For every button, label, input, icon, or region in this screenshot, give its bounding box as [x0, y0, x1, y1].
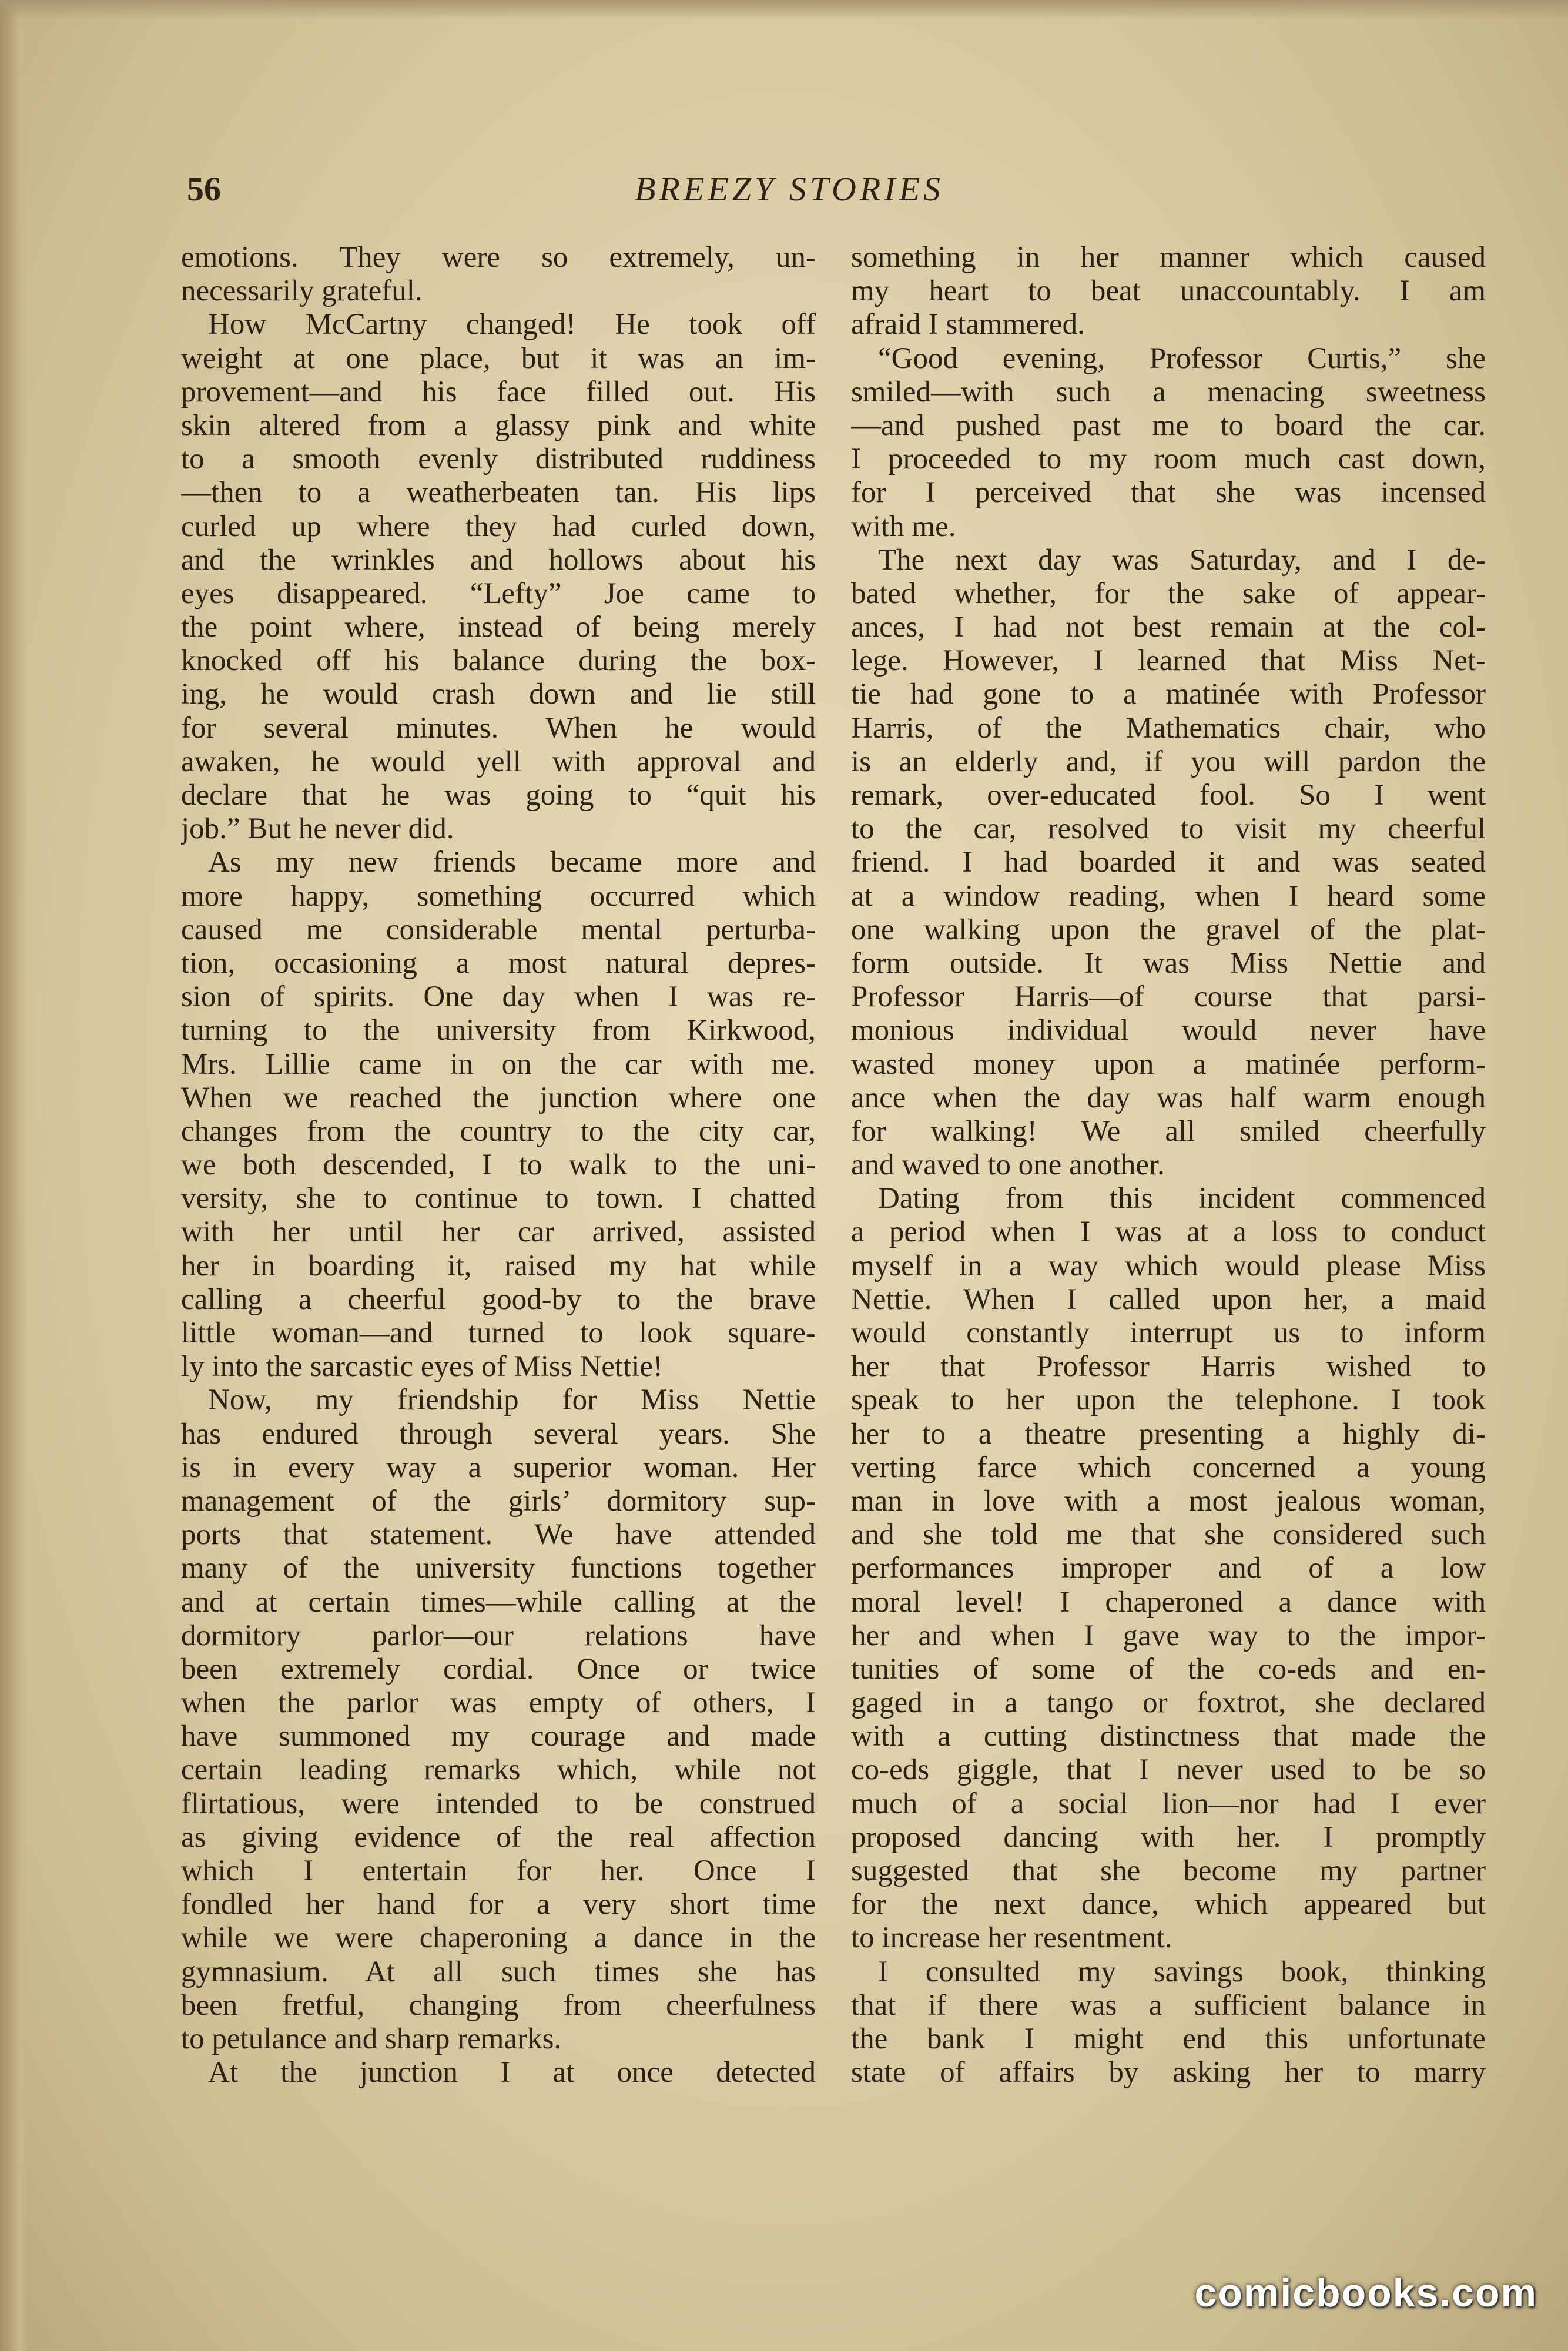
text-line: for several minutes. When he would	[181, 711, 816, 745]
text-line: for the next dance, which appeared but	[851, 1888, 1486, 1921]
page-spine-shadow	[0, 0, 28, 2351]
text-line: one walking upon the gravel of the plat-	[851, 913, 1486, 946]
text-line: ports that statement. We have attended	[181, 1518, 816, 1552]
text-line: would constantly interrupt us to inform	[851, 1317, 1486, 1349]
text-line: dormitory parlor—our relations have	[181, 1619, 816, 1652]
text-line: —and pushed past me to board the car.	[851, 408, 1486, 442]
text-line: to increase her resentment.	[851, 1921, 1172, 1955]
page-header	[187, 169, 1392, 216]
text-line: my heart to beat unaccountably. I am	[851, 274, 1486, 308]
text-line: certain leading remarks which, while not	[181, 1753, 816, 1787]
text-line: her that Professor Harris wished to	[851, 1350, 1486, 1384]
text-line: with me.	[851, 510, 956, 543]
text-line: Nettie. When I called upon her, a maid	[851, 1282, 1486, 1316]
page-top-edge	[0, 0, 1568, 20]
text-line: and she told me that she considered such	[851, 1518, 1486, 1552]
text-line: a period when I was at a loss to conduct	[851, 1215, 1486, 1249]
text-line: The next day was Saturday, and I de-	[878, 543, 1486, 577]
text-line: state of affairs by asking her to marry	[851, 2056, 1486, 2089]
text-line: her to a theatre presenting a highly di-	[851, 1417, 1486, 1451]
text-line: Now, my friendship for Miss Nettie	[208, 1384, 816, 1417]
text-line: changes from the country to the city car,	[181, 1114, 816, 1148]
text-line: tion, occasioning a most natural depres-	[181, 946, 816, 980]
text-line: something in her manner which caused	[851, 241, 1486, 274]
text-line: caused me considerable mental perturba-	[181, 913, 816, 946]
text-line: and the wrinkles and hollows about his	[181, 543, 816, 577]
text-line: gymnasium. At all such times she has	[181, 1955, 816, 1988]
text-line: at a window reading, when I heard some	[851, 879, 1486, 913]
text-line: emotions. They were so extremely, un-	[181, 241, 816, 274]
text-line: lege. However, I learned that Miss Net-	[851, 644, 1486, 678]
text-line: much of a social lion—nor had I ever	[851, 1787, 1486, 1820]
left-column	[181, 241, 816, 2089]
text-line: been fretful, changing from cheerfulness	[181, 1988, 816, 2022]
text-line: bated whether, for the sake of appear-	[851, 577, 1486, 610]
text-line: As my new friends became more and	[208, 846, 816, 879]
running-head: BREEZY STORIES	[635, 170, 944, 208]
text-line: When we reached the junction where one	[181, 1081, 816, 1114]
text-line: necessarily grateful.	[181, 274, 423, 308]
text-line: management of the girls’ dormitory sup-	[181, 1484, 816, 1518]
text-line: Dating from this incident commenced	[878, 1182, 1486, 1215]
text-line: Harris, of the Mathematics chair, who	[851, 711, 1486, 745]
text-line: is in every way a superior woman. Her	[181, 1451, 816, 1484]
text-line: skin altered from a glassy pink and white	[181, 408, 816, 442]
text-line: How McCartny changed! He took off	[208, 308, 816, 341]
text-line: “Good evening, Professor Curtis,” she	[878, 341, 1486, 375]
text-line: been extremely cordial. Once or twice	[181, 1652, 816, 1686]
page-number: 56	[187, 170, 221, 208]
text-line: fondled her hand for a very short time	[181, 1888, 816, 1921]
text-line: with a cutting distinctness that made the	[851, 1720, 1486, 1753]
text-line: to the car, resolved to visit my cheerful	[851, 812, 1486, 846]
text-line: to a smooth evenly distributed ruddiness	[181, 443, 816, 476]
text-line: knocked off his balance during the box-	[181, 644, 816, 678]
text-line: curled up where they had curled down,	[181, 510, 816, 543]
text-line: when the parlor was empty of others, I	[181, 1686, 816, 1720]
text-line: I consulted my savings book, thinking	[878, 1955, 1486, 1988]
text-line: ing, he would crash down and lie still	[181, 678, 816, 711]
text-line: I proceeded to my room much cast down,	[851, 443, 1486, 476]
text-line: little woman—and turned to look square-	[181, 1317, 816, 1349]
text-line: speak to her upon the telephone. I took	[851, 1384, 1486, 1417]
text-line: provement—and his face filled out. His	[181, 375, 816, 408]
text-line: co-eds giggle, that I never used to be so	[851, 1753, 1486, 1787]
text-line: ance when the day was half warm enough	[851, 1081, 1486, 1114]
text-line: more happy, something occurred which	[181, 879, 816, 913]
text-line: tie had gone to a matinée with Professor	[851, 678, 1486, 711]
text-line: wasted money upon a matinée perform-	[851, 1047, 1486, 1081]
text-line: which I entertain for her. Once I	[181, 1854, 816, 1887]
text-line: the point where, instead of being merely	[181, 611, 816, 644]
text-line: that if there was a sufficient balance in	[851, 1988, 1486, 2022]
text-line: monious individual would never have	[851, 1014, 1486, 1047]
text-line: sion of spirits. One day when I was re-	[181, 980, 816, 1014]
text-line: her in boarding it, raised my hat while	[181, 1249, 816, 1282]
text-line: Mrs. Lillie came in on the car with me.	[181, 1047, 816, 1081]
text-line: myself in a way which would please Miss	[851, 1249, 1486, 1282]
text-line: has endured through several years. She	[181, 1417, 816, 1451]
text-line: verting farce which concerned a young	[851, 1451, 1486, 1484]
text-line: proposed dancing with her. I promptly	[851, 1820, 1486, 1854]
text-line: turning to the university from Kirkwood,	[181, 1014, 816, 1047]
text-line: afraid I stammered.	[851, 308, 1085, 341]
text-line: job.” But he never did.	[181, 812, 454, 846]
text-line: have summoned my courage and made	[181, 1720, 816, 1753]
text-line: —then to a weatherbeaten tan. His lips	[181, 476, 816, 510]
text-line: gaged in a tango or foxtrot, she declared	[851, 1686, 1486, 1720]
text-line: At the junction I at once detected	[208, 2056, 816, 2089]
text-line: suggested that she become my partner	[851, 1854, 1486, 1887]
text-line: for walking! We all smiled cheerfully	[851, 1114, 1486, 1148]
text-line: performances improper and of a low	[851, 1552, 1486, 1585]
text-line: ly into the sarcastic eyes of Miss Nettie!	[181, 1350, 664, 1384]
text-line: we both descended, I to walk to the uni-	[181, 1148, 816, 1182]
text-line: remark, over-educated fool. So I went	[851, 779, 1486, 812]
text-line: smiled—with such a menacing sweetness	[851, 375, 1486, 408]
text-line: with her until her car arrived, assisted	[181, 1215, 816, 1249]
text-line: versity, she to continue to town. I chatted	[181, 1182, 816, 1215]
text-line: Professor Harris—of course that parsi-	[851, 980, 1486, 1014]
text-line: is an elderly and, if you will pardon the	[851, 745, 1486, 778]
text-line: and waved to one another.	[851, 1148, 1165, 1182]
text-line: flirtatious, were intended to be construed	[181, 1787, 816, 1820]
text-line: and at certain times—while calling at the	[181, 1585, 816, 1619]
text-line: calling a cheerful good-by to the brave	[181, 1282, 816, 1316]
text-line: moral level! I chaperoned a dance with	[851, 1585, 1486, 1619]
text-line: the bank I might end this unfortunate	[851, 2022, 1486, 2055]
text-line: eyes disappeared. “Lefty” Joe came to	[181, 577, 816, 610]
text-line: as giving evidence of the real affection	[181, 1820, 816, 1854]
text-line: awaken, he would yell with approval and	[181, 745, 816, 778]
text-line: friend. I had boarded it and was seated	[851, 846, 1486, 879]
text-line: declare that he was going to “quit his	[181, 779, 816, 812]
text-line: to petulance and sharp remarks.	[181, 2022, 562, 2055]
right-column	[851, 241, 1486, 2089]
text-line: tunities of some of the co-eds and en-	[851, 1652, 1486, 1686]
text-line: ances, I had not best remain at the col-	[851, 611, 1486, 644]
watermark: comicbooks.com	[1194, 2270, 1537, 2315]
text-line: her and when I gave way to the impor-	[851, 1619, 1486, 1652]
text-line: weight at one place, but it was an im-	[181, 341, 816, 375]
text-line: man in love with a most jealous woman,	[851, 1484, 1486, 1518]
text-line: for I perceived that she was incensed	[851, 476, 1486, 510]
text-line: while we were chaperoning a dance in the	[181, 1921, 816, 1955]
text-line: many of the university functions together	[181, 1552, 816, 1585]
text-line: form outside. It was Miss Nettie and	[851, 946, 1486, 980]
